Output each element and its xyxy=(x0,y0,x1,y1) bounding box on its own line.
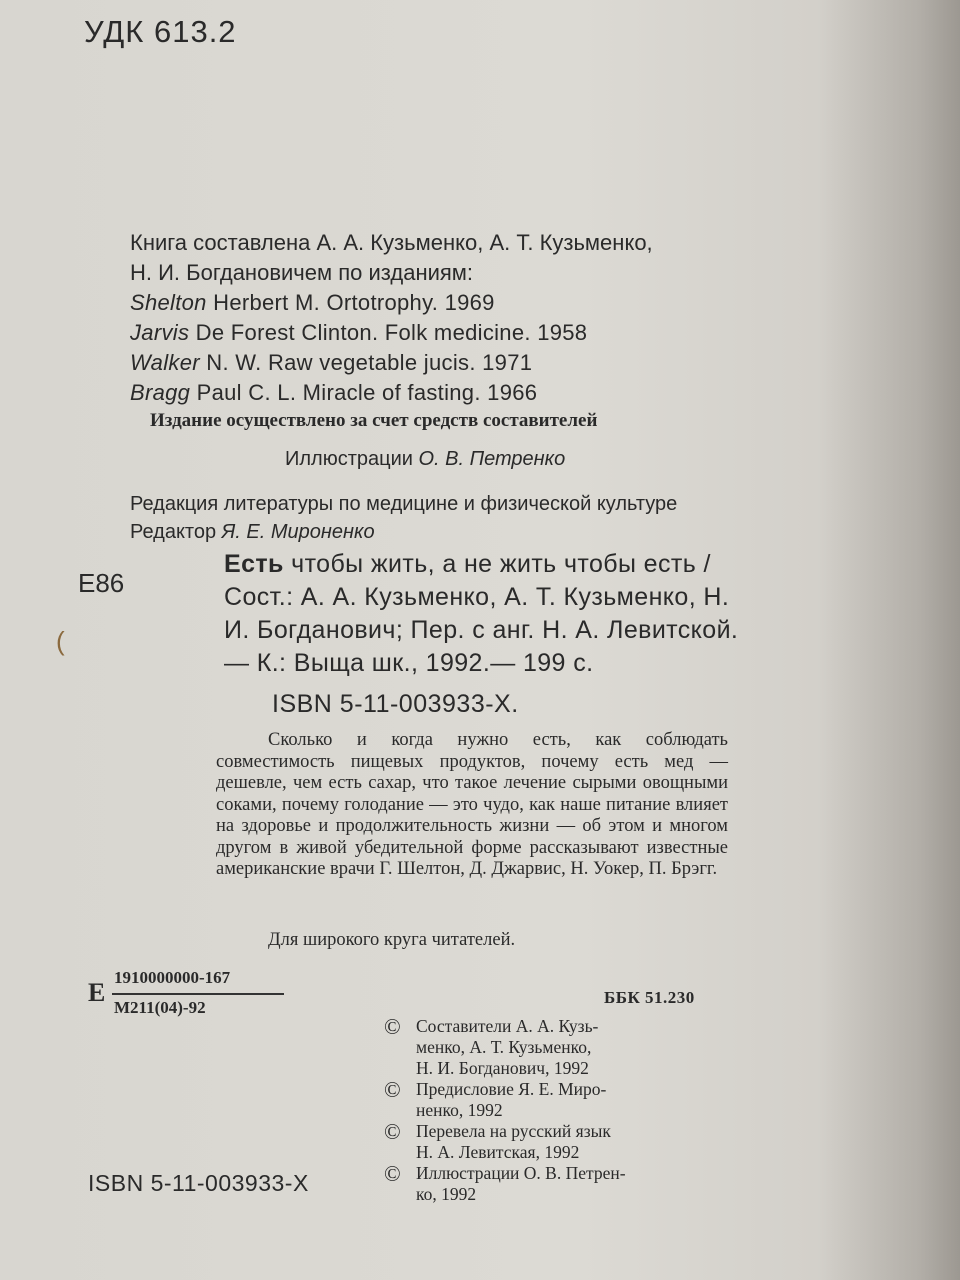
source-item xyxy=(130,288,653,318)
classification-code: Е86 xyxy=(78,568,125,598)
source-item xyxy=(130,378,653,408)
source-author: Shelton xyxy=(130,290,207,315)
source-author: Bragg xyxy=(130,380,191,405)
editorial-credits xyxy=(130,490,677,546)
copyright-item xyxy=(384,1163,626,1205)
title-first-word: Есть xyxy=(224,550,284,578)
source-author: Walker xyxy=(130,350,200,375)
audience-note: Для широкого круга читателей. xyxy=(268,930,516,950)
illustrator-name: О. В. Петренко xyxy=(418,448,566,470)
copyright-item xyxy=(384,1121,626,1163)
copyright-line: менко, А. Т. Кузьменко, xyxy=(416,1037,592,1057)
catalog-code-denominator: М211(04)-92 xyxy=(114,998,206,1017)
compilers-credits xyxy=(130,228,653,408)
copyright-icon: © xyxy=(384,1161,401,1186)
isbn-footer: ISBN 5-11-003933-X xyxy=(88,1170,309,1196)
copyright-block xyxy=(384,1016,626,1205)
source-author: Jarvis xyxy=(130,320,190,345)
source-details: N. W. Raw vegetable jucis. 1971 xyxy=(199,350,533,375)
bibliographic-text: чтобы жить, а не жить чтобы есть / Сост.: А. А. Кузьменко, А. Т. Кузьменко, Н. И. Богданович; Пер. с анг. Н. А. Левитской.— К.: Выща шк., 1992.— 199 с. xyxy=(224,550,739,677)
copyright-line: Н. А. Левитская, 1992 xyxy=(416,1142,580,1162)
editorial-office: Редакция литературы по медицине и физической культуре xyxy=(130,493,678,515)
udk-code: УДК 613.2 xyxy=(84,14,237,49)
editor-label: Редактор xyxy=(130,521,217,543)
source-details: Paul C. L. Miracle of fasting. 1966 xyxy=(190,380,538,405)
editor-name: Я. Е. Мироненко xyxy=(221,521,375,543)
copyright-line: Предисловие Я. Е. Миро- xyxy=(416,1079,607,1099)
catalog-code-divider xyxy=(112,993,284,995)
source-item xyxy=(130,348,653,378)
isbn-main: ISBN 5-11-003933-X. xyxy=(272,690,519,718)
source-details: De Forest Clinton. Folk medicine. 1958 xyxy=(189,320,588,345)
copyright-item xyxy=(384,1016,626,1079)
copyright-icon: © xyxy=(384,1014,401,1039)
paper-stain-mark: ( xyxy=(56,626,65,656)
copyright-icon: © xyxy=(384,1077,401,1102)
editor-line xyxy=(130,518,677,546)
copyright-line: Н. И. Богданович, 1992 xyxy=(416,1058,589,1078)
copyright-line: ко, 1992 xyxy=(416,1184,477,1204)
page-shadow xyxy=(820,0,960,1280)
funding-note: Издание осуществлено за счет средств составителей xyxy=(150,410,598,431)
copyright-item xyxy=(384,1079,626,1121)
copyright-icon: © xyxy=(384,1119,401,1144)
source-item xyxy=(130,318,653,348)
source-details: Herbert M. Ortotrophy. 1969 xyxy=(206,290,495,315)
copyright-line: ненко, 1992 xyxy=(416,1100,503,1120)
annotation-text: Сколько и когда нужно есть, как соблюдать совместимость пищевых продуктов, почему есть мед — дешевле, чем есть сахар, что такое лечение сырыми овощными соками, почему голодание — это чудо, как наше питание влияет на здоровье и продолжительность жизни — об этом и многом другом в живой убедительной форме рассказывают известные американские врачи Г. Шелтон, Д. Джарвис, Н. Уокер, П. Брэгг. xyxy=(216,730,728,879)
illustrations-label: Иллюстрации xyxy=(285,448,413,470)
credits-line-2: Н. И. Богдановичем по изданиям: xyxy=(130,260,474,285)
illustrations-credit xyxy=(285,448,565,471)
copyright-line: Составители А. А. Кузь- xyxy=(416,1016,599,1036)
bibliographic-record xyxy=(224,548,748,680)
credits-line-1: Книга составлена А. А. Кузьменко, А. Т. Кузьменко, xyxy=(130,230,653,255)
copyright-line: Иллюстрации О. В. Петрен- xyxy=(416,1163,626,1183)
bbk-code: ББК 51.230 xyxy=(604,988,695,1007)
catalog-code-letter: Е xyxy=(88,978,106,1007)
catalog-code-numerator: 1910000000-167 xyxy=(114,968,231,987)
copyright-line: Перевела на русский язык xyxy=(416,1121,611,1141)
